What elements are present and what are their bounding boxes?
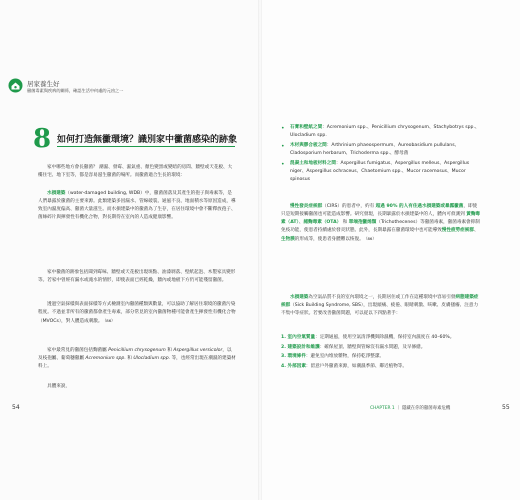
chapter-footer [370,405,450,411]
text-run: 具體來說， [47,384,70,389]
numbered-label: 2. 建築設計和維護 [281,344,320,350]
body-paragraph [38,190,236,222]
text-run: 家中哪些地方會長黴菌？ 潮濕、發霉、濕氣重、顏色變黑或變暗的房間、牆壁或天花板、大樓住宅、地下室等，都是容易滋生黴菌的場所。而黴菌適合生長的環境： [38,165,233,178]
text-run: Acremonium spp. [85,355,126,361]
body-paragraph [281,203,481,244]
text-run: 慢性發炎症候群 [290,204,323,209]
mold-house-icon [8,78,23,93]
section-number: 8 [33,124,52,154]
text-run: Aspergillus versicolor [173,348,223,353]
bullet-dot-icon: • [281,124,285,132]
numbered-label: 4. 外部因素 [281,363,306,369]
body-paragraph [281,294,481,318]
numbered-item [281,353,481,361]
text-run: 病態建築症候群 [281,295,479,308]
text-run: 水損建築 [47,191,66,196]
body-paragraph [38,301,236,326]
chapter-title: 隱藏在你的黴菌毒素危機 [401,406,451,411]
text-run: Penicillium chrysogenum [108,348,166,353]
numbered-label: 3. 環境條件 [281,354,306,359]
numbered-item [281,344,481,352]
bullet-label: 混凝土和地板材料之間 [290,161,336,167]
text-run: （Sick Building Syndrome, SBS），出現頭痛、疲倦、眼睛刺激、咳嗽、皮膚搔癢、注意力不集中等症狀。若要改善黴菌問題，可以從以下四點著手： [281,302,479,316]
numbered-text: ：留意戶外黴菌來源，如潮濕季節、鄰近植物等。 [305,363,407,369]
bullet-text: ：Aspergillus fumigatus、Aspergillus melleus、Aspergillus niger、Aspergillus ochraceus、Chaetomium spp.、Mucor racemosus、Mucor spinosus [290,161,470,183]
text-run: （Trichothecenes）等黴菌毒素，黴菌毒素會抑制免疫功能，使患者持續處於發炎狀態。此外，長期暴露在黴菌環境中也可能導致 [281,219,480,233]
text-run: 和 [125,355,134,361]
numbered-label: 1. 室內空氣質量 [281,335,316,340]
text-run: 、 [298,219,304,225]
numbered-item [281,363,481,371]
text-run: 單端孢黴烯類 [348,219,377,225]
text-run: 生物膜 [281,236,295,242]
text-run: 、 [473,227,479,233]
bullet-item [281,124,481,140]
page-gutter [258,0,262,500]
text-run: 赭麴毒素（OTA） [303,219,342,225]
page-number-left: 54 [12,404,20,411]
bullet-item [281,142,481,158]
body-paragraph [38,269,236,285]
text-run: 慢性疲勞症候群 [441,227,474,233]
text-run: 水損建築 [290,295,309,300]
text-run: ，以及枝孢屬、葡萄穗黴屬 [38,348,232,361]
bullet-item [281,160,481,184]
text-run: ，即使只是短期接觸黴菌也可能造成影響。研究發現，長期暴露於水損建築中的人，體內可偵測到 [281,204,478,217]
bullet-label: 木材與膠合板之間 [290,143,327,149]
text-run: 的形成等，使患者身體難以恢復。 [294,236,364,242]
bullet-dot-icon: • [281,142,285,150]
page-number-right: 55 [502,404,510,411]
text-run: 家中最常見的黴菌包括麴菌屬 [47,348,109,353]
body-paragraph [38,347,236,371]
body-paragraph [38,383,236,391]
text-run: 和 [165,348,174,353]
text-run: 黃麴毒素（AT） [281,211,481,225]
right-page [260,0,520,500]
text-run: 等，也經常出現在潮濕的建築材料上。 [38,355,236,369]
text-run: 為空氣品質不良的室內環境之一，長期居住或工作在這種環境中容易引發 [308,295,456,300]
numbered-text: ：定期通風，使用空氣清淨機與除濕機，保持室內濕度在 40–60%。 [315,335,455,340]
text-run: （CIRS）的患者中，約有 [322,204,376,209]
text-run: 超過 90% 的人有住過水損建築或暴露黴菌 [375,204,464,209]
header-title: 居家養生好 [27,80,60,88]
header-subtitle: 黴菌毒素與疾病的關係，確認生活中何處的元凶之一 [27,88,124,93]
text-run: Ulocladium spp. [133,355,171,361]
bullet-text: ：Acremonium spp.、Penicillium chrysogenum、Stachybotrys spp.、Ulocladium spp. [290,125,480,138]
text-run: 家中黴菌的跡象包括聞到霉味、牆壁或天花板出現斑點、油漆剝落、壁紙起泡、木製家具變形等。若家中曾經有漏水或淹水的情形，即使表面已經乾燥，牆內或地板下方仍可能殘留黴菌。 [38,270,236,283]
text-run: （86） [102,317,115,323]
section-heading [33,126,238,154]
body-paragraph [38,164,236,180]
numbered-text: ：確保屋頂、牆壁與管線沒有漏水問題，及早修繕。 [319,344,426,350]
chapter-label: CHAPTER 1 [370,406,395,411]
text-run: 和 [341,219,349,225]
numbered-item [281,334,481,342]
section-title: 如何打造無黴環境？識別家中黴菌感染的跡象 [57,135,238,145]
numbered-text: ：避免室內堆放雜物，保持乾淨整潔。 [305,354,385,359]
section-underline [57,146,235,147]
improvement-list [281,334,481,372]
bullet-text: ：Arthrinium phaeospermum、Aureobasidium pullulans、Cladosporium herbarum、Trichoderma spp.、酵母菌 [290,143,460,157]
chapter-separator: ｜ [396,406,401,411]
bullet-label: 石膏和壁紙之間 [290,125,323,130]
running-header [8,78,138,108]
text-run: （water-damaged building, WDB）中，黴菌菌落及其產生的孢子與毒素等，是人們暴露於黴菌的主要來源。此類建築多因漏水、管線破裂、通風不良、地面積水等原因造成，導致室內濕度偏高、黴菌大量滋生。而水損建築中的黴菌為了生存，在居住環境中會不斷釋放孢子、菌絲碎片與揮發性有機化合物，對長期待在室內的人造成健康影響。 [38,191,236,220]
text-run: 透過空氣採樣與表面採樣等方式檢測室內黴菌種類與數量，可以協助了解居住環境的黴菌污染程度。不過並非所有的黴菌都會產生毒素，部分常見的室內黴菌物種可能會產生揮發性有機化合物（MVOCs），對人體造成刺激。 [38,302,236,324]
text-run: （86） [363,235,377,241]
bullet-dot-icon: • [281,160,285,168]
mold-location-list [281,124,481,187]
